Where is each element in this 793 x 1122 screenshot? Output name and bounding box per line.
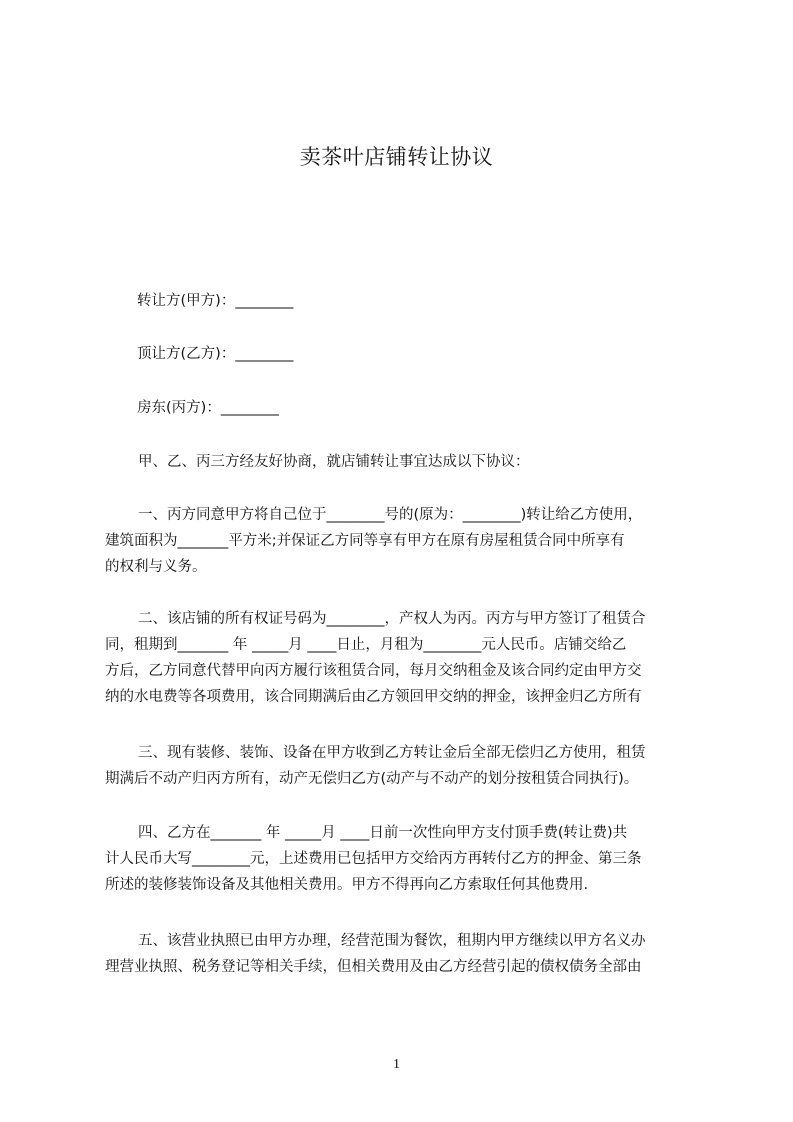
clause-line: 理营业执照、税务登记等相关手续，但相关费用及由乙方经营引起的债权债务全部由	[105, 959, 642, 975]
clause-line: 一、丙方同意甲方将自己位于________号的(原为：________)转让给乙方使用，	[138, 507, 643, 523]
landlord-line: 房东(丙方)：________	[137, 400, 279, 416]
clause-2	[105, 606, 690, 710]
clause-line: 建筑面积为_______平方米;并保证乙方同等享有甲方在原有房屋租赁合同中所享有	[105, 533, 625, 549]
transferor-line: 转让方(甲方)：________	[137, 293, 294, 309]
clause-line: 的权利与义务。	[105, 559, 207, 575]
clause-line: 二、该店铺的所有权证号码为________，产权人为丙。丙方与甲方签订了租赁合	[138, 611, 646, 627]
page-number: 1	[393, 1057, 400, 1072]
intro-paragraph	[105, 449, 690, 475]
clause-3	[105, 740, 690, 792]
clause-line: 五、该营业执照已由甲方办理，经营范围为餐饮，租期内甲方继续以甲方名义办	[138, 933, 646, 949]
clause-line: 纳的水电费等各项费用，该合同期满后由乙方领回甲交纳的押金，该押金归乙方所有	[105, 689, 642, 705]
clause-1	[105, 502, 690, 580]
intro-text: 甲、乙、丙三方经友好协商，就店铺转让事宜达成以下协议：	[138, 454, 530, 470]
transferee-line: 顶让方(乙方)：________	[137, 346, 294, 362]
clause-line: 同，租期到_______ 年 _____月 ____日止，月租为________元人民币。店铺交给乙	[105, 637, 627, 653]
document-title: 卖茶叶店铺转让协议	[299, 145, 494, 169]
clause-line: 所述的装修装饰设备及其他相关费用。甲方不得再向乙方索取任何其他费用.	[105, 877, 589, 893]
clause-5	[105, 928, 690, 980]
clause-4	[105, 820, 690, 898]
clause-line: 四、乙方在_______ 年 _____月 ____日前一次性向甲方支付顶手费(转让费)共	[138, 825, 628, 841]
clause-line: 计人民币大写________元，上述费用已包括甲方交给丙方再转付乙方的押金、第三条	[105, 851, 642, 867]
clause-line: 期满后不动产归丙方所有，动产无偿归乙方(动产与不动产的划分按租赁合同执行)。	[105, 771, 639, 787]
clause-line: 方后，乙方同意代替甲向丙方履行该租赁合同，每月交纳租金及该合同约定由甲方交	[105, 663, 642, 679]
clause-line: 三、现有装修、装饰、设备在甲方收到乙方转让金后全部无偿归乙方使用，租赁	[138, 745, 646, 761]
